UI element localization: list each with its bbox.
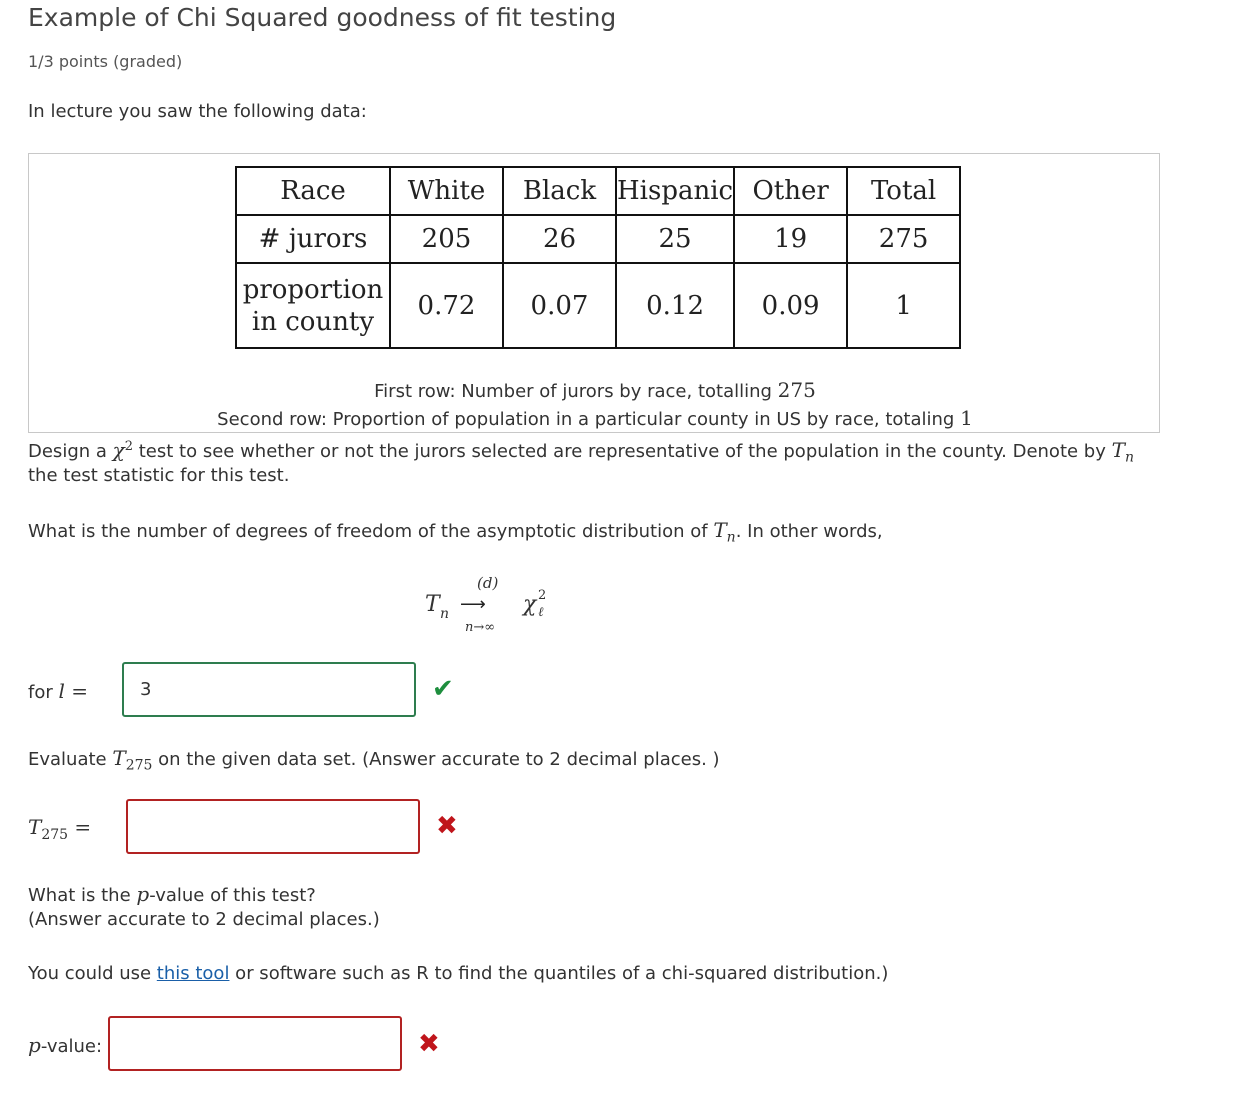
caption-line2-text: Second row: Proportion of population in a particular county in US by race, totaling [217,409,961,430]
table-cell: 0.07 [503,263,616,348]
table-cell: 205 [390,215,503,263]
table-cell: 19 [734,215,847,263]
points-status: 1/3 points (graded) [28,52,183,71]
pvalue-input-label [28,1033,102,1057]
evaluate-text1: Evaluate [28,749,113,770]
table-cell: Total [847,167,960,215]
this-tool-link[interactable]: this tool [156,963,230,984]
formula-sup: 2 [538,588,547,603]
formula-T: T [425,592,440,617]
table-cell: 25 [616,215,734,263]
table-cell: Other [734,167,847,215]
table-cell: Race [236,167,390,215]
pvalue-q-a: What is the [28,885,137,906]
formula-sub: ℓ [538,605,544,620]
convergence-formula [425,572,565,642]
table-cell: White [390,167,503,215]
pvalue-question-line2: (Answer accurate to 2 decimal places.) [28,909,380,930]
pvalue-question-line1 [28,882,316,906]
evaluate-question [28,746,720,774]
design-text-b: test to see whether or not the jurors selected are representative of the population in the county. Denote by [133,441,1112,462]
design-line2: the test statistic for this test. [28,465,290,486]
table-cell: 0.72 [390,263,503,348]
T-symbol: T [713,518,727,542]
T-symbol: T [112,746,126,770]
p-symbol: p [28,1033,41,1057]
n-subscript: n [1124,449,1134,466]
label-prefix: for [28,682,59,703]
cross-icon: ✖ [436,811,458,841]
table-cell: 0.09 [734,263,847,348]
table-cell: # jurors [236,215,390,263]
p-symbol: p [136,882,150,906]
pvalue-q-b: -value of this test? [149,885,316,906]
table-row-jurors [236,215,960,263]
intro-text: In lecture you saw the following data: [28,101,367,122]
T-subscript: 275 [125,757,153,774]
tool-after: or software such as R to find the quantiles of a chi-squared distribution.) [229,963,889,984]
caption-line1-text: First row: Number of jurors by race, totalling [374,381,778,402]
pvalue-input[interactable] [108,1016,402,1071]
caption-line1 [29,378,1161,402]
formula-bottom: n→∞ [465,620,496,635]
cross-icon: ✖ [418,1029,440,1059]
evaluate-text2: on the given data set. (Answer accurate to 2 decimal places. ) [152,749,720,770]
table-cell: 0.12 [616,263,734,348]
formula-n: n [440,606,450,622]
table-cell: 26 [503,215,616,263]
tool-before: You could use [28,963,157,984]
label-eq: = [68,815,92,839]
label-rest: -value: [40,1036,103,1057]
proportion-label-line1: proportion [242,274,384,305]
dof-text: What is the number of degrees of freedom of the asymptotic distribution of [28,521,714,542]
design-line1 [28,438,1134,466]
table-header-row [236,167,960,215]
proportion-label-line2: in county [251,306,375,337]
jurors-table [235,166,961,349]
formula-chi: χ [523,592,537,617]
dof-question [28,518,883,546]
chi-superscript: 2 [124,439,134,454]
problem-title: Example of Chi Squared goodness of fit testing [28,3,617,32]
caption-line2 [29,406,1161,430]
dof-input[interactable]: 3 [122,662,416,717]
check-icon: ✔ [432,674,454,704]
data-figure [28,153,1160,433]
T-symbol: T [1111,438,1125,462]
design-text-a: Design a [28,441,113,462]
caption-line2-number: 1 [960,406,973,430]
table-cell: 275 [847,215,960,263]
formula-top: (d) [477,574,499,592]
table-cell: 1 [847,263,960,348]
label-T: T [28,815,42,839]
caption-line1-number: 275 [777,378,816,402]
tool-hint [28,963,888,984]
dof-input-label [28,679,88,703]
arrow-icon: ⟶ [460,594,486,615]
table-row-proportion [236,263,960,348]
statistic-input-label [28,815,91,843]
table-cell: Hispanic [616,167,734,215]
label-eq: = [64,679,89,703]
statistic-input[interactable] [126,799,420,854]
label-var: l [58,679,65,703]
dof-text-after: . In other words, [735,521,883,542]
table-cell [236,263,390,348]
n-subscript: n [726,529,736,546]
label-sub: 275 [41,827,69,843]
chi-symbol: χ [112,438,125,462]
table-cell: Black [503,167,616,215]
